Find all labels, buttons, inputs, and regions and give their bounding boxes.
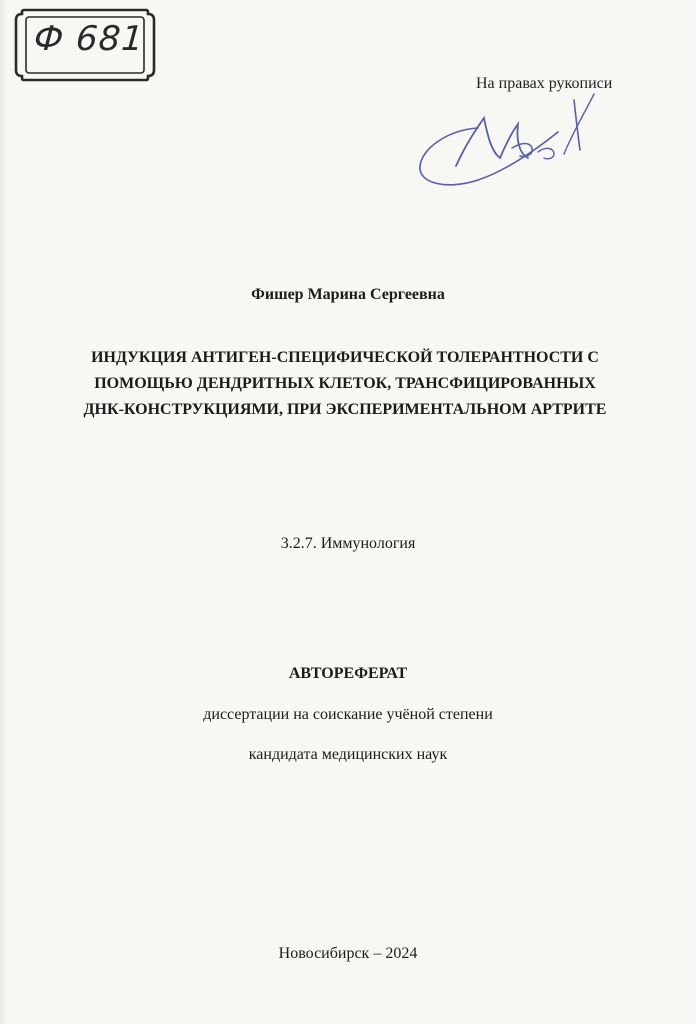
stamp-code: Ф 681	[32, 19, 146, 59]
degree-line-1: диссертации на соискание учёной степени	[203, 706, 493, 723]
scan-edge	[0, 0, 6, 1024]
dissertation-title	[30, 345, 660, 423]
document-type-heading: АВТОРЕФЕРАТ	[288, 665, 408, 682]
title-line: ПОМОЩЬЮ ДЕНДРИТНЫХ КЛЕТОК, ТРАНСФИЦИРОВАННЫХ	[94, 375, 596, 392]
manuscript-rights-label: На правах рукописи	[476, 75, 613, 92]
specialty-code: 3.2.7. Иммунология	[280, 535, 416, 552]
title-line: ДНК-КОНСТРУКЦИЯМИ, ПРИ ЭКСПЕРИМЕНТАЛЬНОМ АРТРИТЕ	[83, 401, 607, 418]
library-stamp	[14, 6, 156, 84]
author-name: Фишер Марина Сергеевна	[251, 286, 445, 303]
title-line: ИНДУКЦИЯ АНТИГЕН-СПЕЦИФИЧЕСКОЙ ТОЛЕРАНТНОСТИ С	[91, 349, 599, 366]
handwritten-signature	[408, 88, 618, 198]
degree-line-2: кандидата медицинских наук	[248, 746, 448, 763]
place-and-year: Новосибирск – 2024	[278, 945, 418, 962]
